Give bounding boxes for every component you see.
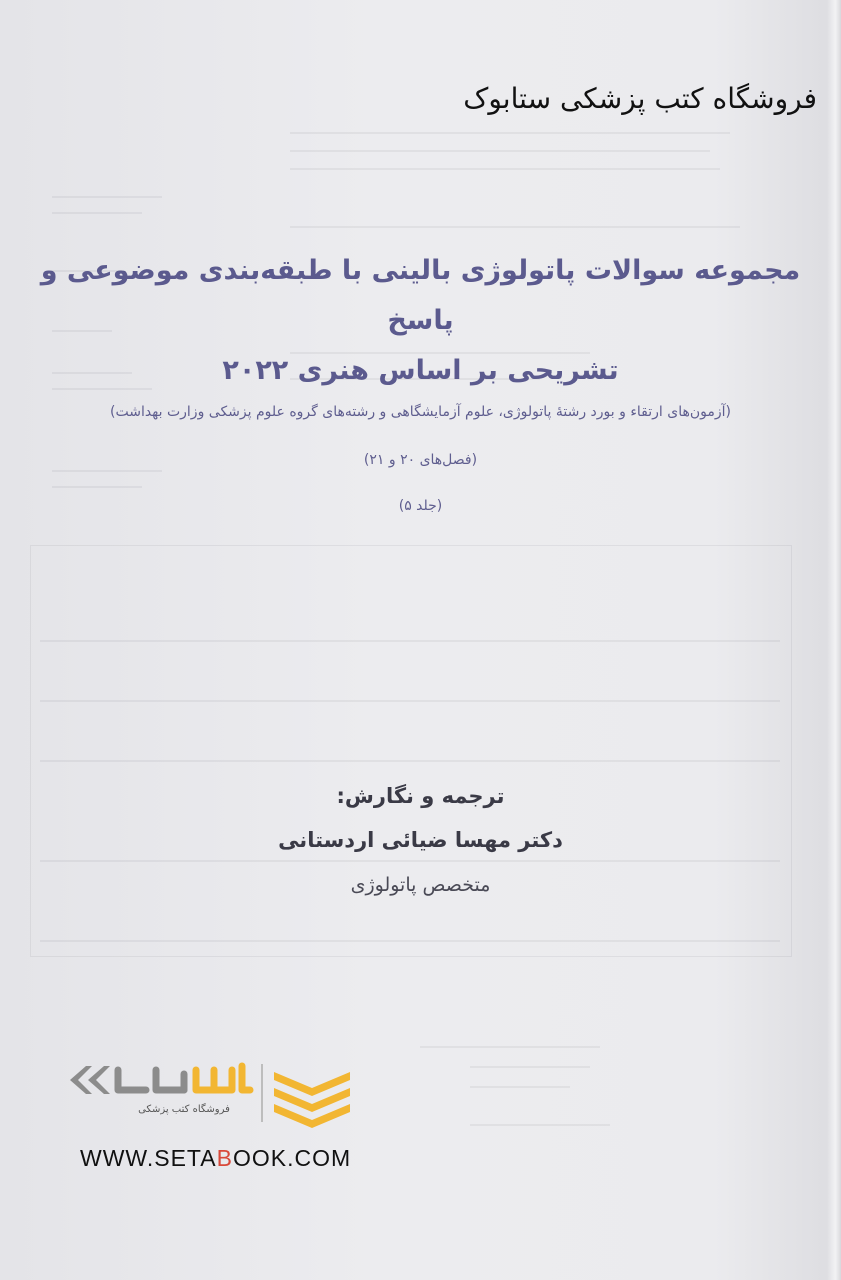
website-url-part2: OOK.COM xyxy=(232,1145,352,1171)
page-edge xyxy=(827,0,841,1280)
website-url xyxy=(80,1145,351,1172)
volume-note: (جلد ۵) xyxy=(398,498,443,514)
wordmark-accent xyxy=(196,1066,250,1090)
setabook-logo xyxy=(66,1058,366,1138)
book-title-line-1: مجموعه سوالات پاتولوژی بالینی با طبقه‌بندی موضوعی و پاسخ xyxy=(40,255,801,336)
author-specialty: متخصص پاتولوژی xyxy=(350,874,491,896)
author-name: دکتر مهسا ضیائی اردستانی xyxy=(278,828,563,852)
book-title-line-2: تشریحی بر اساس هنری ۲۰۲۲ xyxy=(222,355,619,386)
chevrons-icon xyxy=(70,1066,110,1094)
logo-tagline: فروشگاه کتب پزشکی xyxy=(138,1104,230,1115)
website-url-part1: WWW.SETA xyxy=(80,1145,217,1171)
credit-label: ترجمه و نگارش: xyxy=(336,784,505,808)
website-url-accent: B xyxy=(216,1145,233,1171)
book-title xyxy=(20,246,821,396)
store-name: فروشگاه کتب پزشکی ستابوک xyxy=(463,82,817,115)
wordmark-mark xyxy=(118,1070,184,1090)
chapters-note: (فصل‌های ۲۰ و ۲۱) xyxy=(363,452,478,468)
book-stack-icon xyxy=(274,1072,350,1128)
logo-graphic xyxy=(66,1058,366,1138)
book-subtitle: (آزمون‌های ارتقاء و بورد رشتهٔ پاتولوژی، علوم آزمایشگاهی و رشته‌های گروه علوم پزشکی وزارت بهداشت) xyxy=(110,404,731,420)
